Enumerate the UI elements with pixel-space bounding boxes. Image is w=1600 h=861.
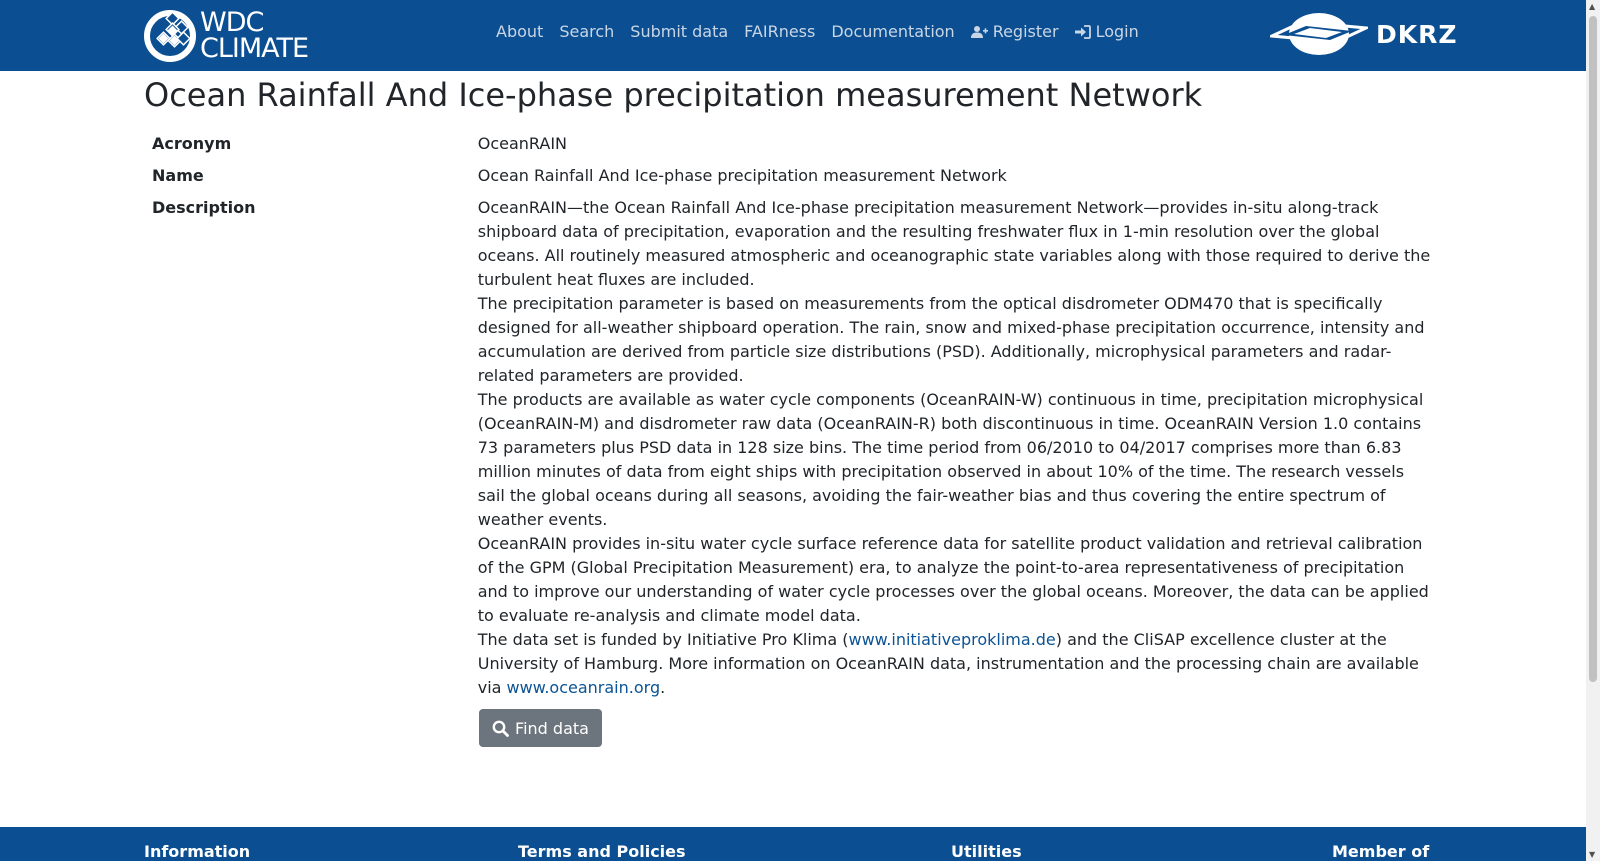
wdc-climate-logo[interactable] — [144, 8, 308, 64]
footer — [0, 827, 1586, 861]
initiativeproklima-link[interactable]: www.initiativeproklima.de — [848, 630, 1056, 649]
oceanrain-link[interactable]: www.oceanrain.org — [506, 678, 661, 697]
nav-register[interactable] — [963, 22, 1067, 41]
acronym-label: Acronym — [152, 134, 232, 153]
page-title: Ocean Rainfall And Ice-phase precipitation measurement Network — [144, 76, 1203, 114]
logo-line1: WDC — [200, 7, 264, 38]
nav-about-label: About — [496, 22, 544, 41]
dkrz-emblem-icon — [1270, 10, 1368, 58]
nav-register-label: Register — [992, 22, 1059, 41]
nav-documentation[interactable] — [823, 22, 962, 41]
footer-heading-information: Information — [144, 842, 251, 861]
nav-fairness[interactable] — [736, 22, 823, 41]
description-value — [478, 196, 1434, 700]
top-navbar — [0, 0, 1586, 71]
funding-text-start: The data set is funded by Initiative Pro Klima ( — [477, 630, 849, 649]
footer-heading-utilities: Utilities — [951, 842, 1022, 861]
acronym-value: OceanRAIN — [477, 134, 568, 153]
name-label: Name — [152, 166, 204, 185]
nav-search-label: Search — [559, 22, 615, 41]
scrollbar-thumb[interactable] — [1589, 16, 1597, 682]
nav-submit-data[interactable] — [622, 22, 736, 41]
nav-documentation-label: Documentation — [831, 22, 955, 41]
description-row — [152, 196, 1434, 700]
funding-text-middle: ) and the CliSAP excellence cluster at the University of Hamburg. More information on OceanRAIN data, instrumentation and the processing chain are available via — [477, 630, 1419, 697]
user-plus-icon — [971, 25, 988, 39]
description-label: Description — [152, 198, 256, 217]
nav-submit-data-label: Submit data — [630, 22, 729, 41]
description-paragraph: The precipitation parameter is based on measurements from the optical disdrometer ODM470 that is specifically designed for all-weather shipboard operation. The rain, snow and mixed-phase precipitation occurrence, intensity and accumulation are derived from particle size distributions (PSD). Additionally, microphysical parameters and radar-related parameters are provided. — [477, 294, 1425, 385]
description-paragraph: OceanRAIN provides in-situ water cycle surface reference data for satellite product validation and retrieval calibration of the GPM (Global Precipitation Measurement) era, to analyze the point-to-area representativeness of precipitation and to improve our understanding of water cycle processes over the global oceans. Moreover, the data can be applied to evaluate re-analysis and climate model data. — [477, 534, 1429, 625]
scroll-up-arrow-icon[interactable]: ▲ — [1589, 2, 1596, 11]
funding-text-end: . — [660, 678, 666, 697]
nav-search[interactable] — [551, 22, 622, 41]
description-paragraph: The products are available as water cycle components (OceanRAIN-W) continuous in time, precipitation microphysical (OceanRAIN-M) and disdrometer raw data (OceanRAIN-R) both discontinuous in time. OceanRAIN Version 1.0 contains 73 parameters plus PSD data in 128 size bins. The time period from 06/2010 to 04/2017 comprises more than 6.83 million minutes of data from eight ships with precipitation observed in about 10% of the time. The research vessels sail the global oceans during all seasons, avoiding the fair-weather bias and thus covering the entire spectrum of weather events. — [477, 390, 1424, 529]
search-icon — [492, 720, 509, 737]
dkrz-logo[interactable] — [1270, 10, 1458, 58]
nav-about[interactable] — [488, 22, 551, 41]
description-paragraph-funding — [478, 628, 1434, 700]
nav-login-label: Login — [1095, 22, 1139, 41]
acronym-row — [152, 132, 1434, 156]
wdc-logo-text — [200, 7, 309, 64]
page-scrollbar[interactable] — [1586, 0, 1600, 861]
name-value: Ocean Rainfall And Ice-phase precipitation measurement Network — [477, 166, 1007, 185]
scroll-down-arrow-icon[interactable]: ▼ — [1589, 850, 1596, 859]
nav-fairness-label: FAIRness — [744, 22, 816, 41]
find-data-label: Find data — [515, 718, 589, 738]
footer-heading-terms: Terms and Policies — [518, 842, 686, 861]
wdc-globe-icon — [144, 10, 196, 62]
footer-heading-member-of: Member of — [1332, 842, 1430, 861]
name-row — [152, 164, 1434, 188]
logo-line2: CLIMATE — [200, 33, 309, 64]
main-nav — [488, 22, 1147, 41]
description-paragraph: OceanRAIN—the Ocean Rainfall And Ice-phase precipitation measurement Network—provides in-situ along-track shipboard data of precipitation, evaporation and the resulting freshwater flux in 1-min resolution over the global oceans. All routinely measured atmospheric and oceanographic state variables along with those required to derive the turbulent heat fluxes are included. — [477, 198, 1431, 289]
nav-login[interactable] — [1067, 22, 1147, 41]
find-data-button[interactable] — [479, 709, 602, 747]
dkrz-logo-text: DKRZ — [1376, 19, 1458, 49]
sign-in-icon — [1075, 25, 1091, 39]
